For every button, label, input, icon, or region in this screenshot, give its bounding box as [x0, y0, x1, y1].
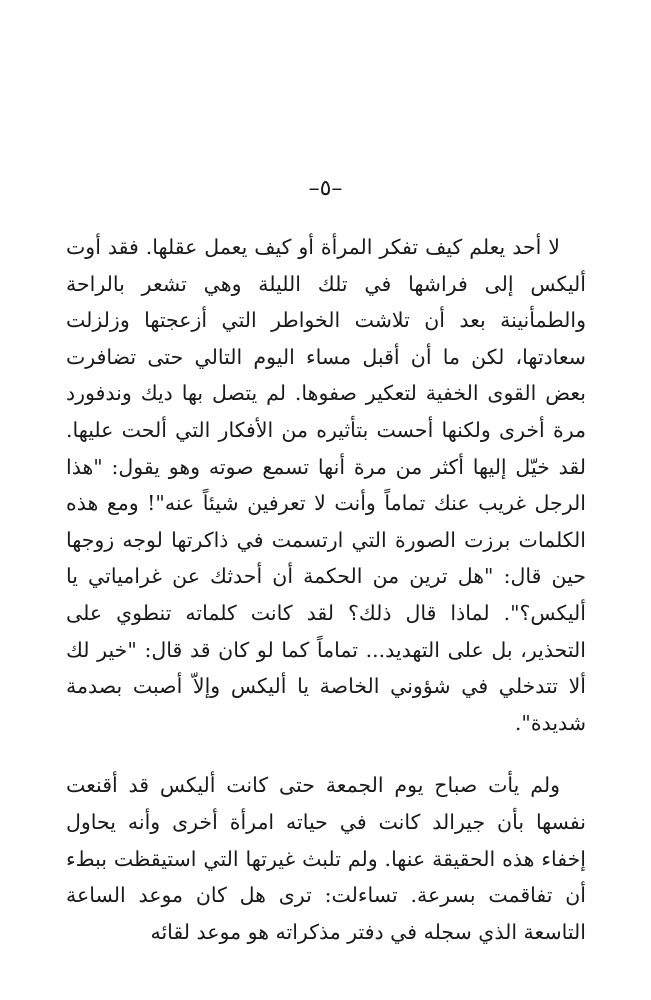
body-text: [66, 229, 586, 950]
paragraph: لا أحد يعلم كيف تفكر المرأة أو كيف يعمل عقلها. فقد أوت أليكس إلى فراشها في تلك الليلة وهي تشعر بالراحة والطمأنينة بعد أن تلاشت الخواطر التي أزعجتها وزلزلت سعادتها، لكن ما أن أقبل مساء اليوم التالي حتى تضافرت بعض القوى الخفية لتعكير صفوها. لم يتصل بها ديك وندفورد مرة أخرى ولكنها أحست بتأثيره من الأفكار التي ألحت عليها. لقد خيّل إليها أكثر من مرة أنها تسمع صوته وهو يقول: "هذا الرجل غريب عنك تماماً وأنت لا تعرفين شيئاً عنه"! ومع هذه الكلمات برزت الصورة التي ارتسمت في ذاكرتها لوجه زوجها حين قال: "هل ترين من الحكمة أن أحدثك عن غرامياتي يا أليكس؟". لماذا قال ذلك؟ لقد كانت كلماته تنطوي على التحذير، بل على التهديد... تماماً كما لو كان قد قال: "خير لك ألا تتدخلي في شؤوني الخاصة يا أليكس وإلاّ أصبت بصدمة شديدة".: [66, 235, 586, 735]
page-number: –٥–: [308, 176, 343, 201]
paragraph: ولم يأت صباح يوم الجمعة حتى كانت أليكس قد أقنعت نفسها بأن جيرالد كانت في حياته امرأة أخرى وأنه يحاول إخفاء هذه الحقيقة عنها. ولم تلبث غيرتها التي استيقظت ببطء أن تفاقمت بسرعة. تساءلت: ترى هل كان موعد الساعة التاسعة الذي سجله في دفتر مذكراته هو موعد لقائه: [66, 773, 586, 944]
